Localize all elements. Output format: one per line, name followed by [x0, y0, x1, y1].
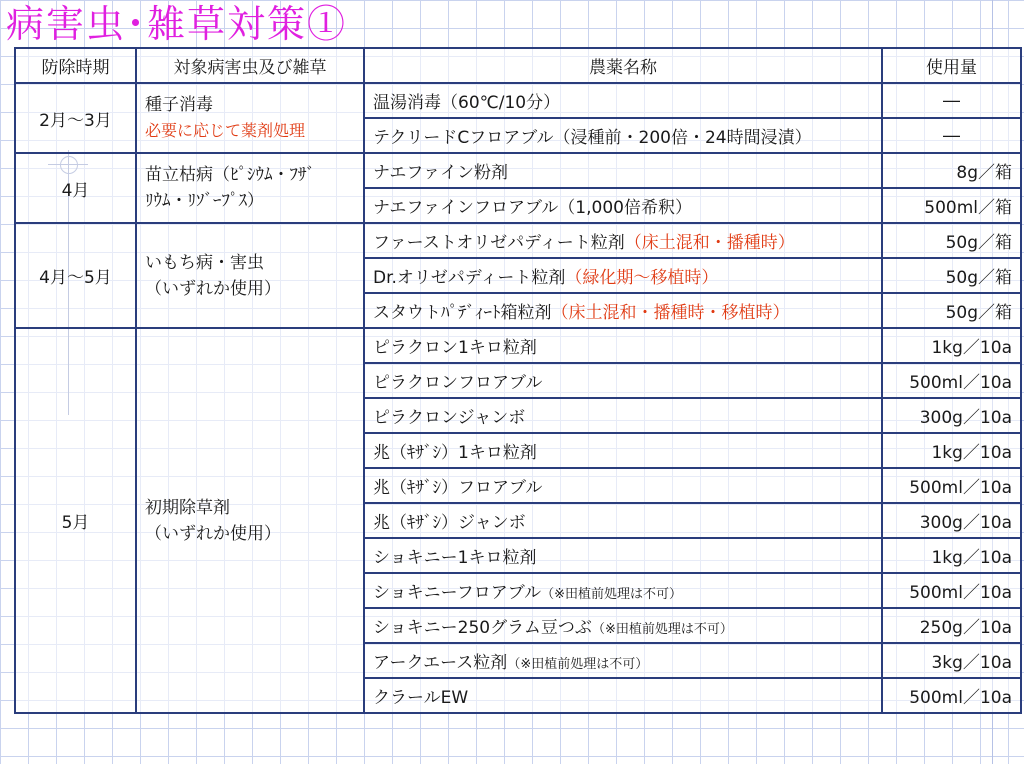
pest-control-table	[14, 47, 1022, 714]
pesticide-name: ショキニー1キロ粒剤	[373, 548, 537, 568]
target-label: いもち病・害虫	[145, 252, 264, 273]
amount-cell: 500ml／10a	[882, 573, 1021, 608]
target-label: 種子消毒	[145, 95, 213, 115]
pesticide-name: ショキニーフロアブル	[373, 583, 542, 603]
amount-cell: 250g／10a	[882, 608, 1021, 643]
pesticide-name: ショキニー250グラム豆つぶ	[373, 618, 592, 638]
target-label: ﾘｳﾑ・ﾘｿﾞｰﾌﾟｽ）	[145, 191, 264, 211]
pesticide-note: （※田植前処理は不可）	[541, 587, 683, 602]
pesticide-cell	[364, 503, 882, 538]
target-label: （いずれか使用）	[145, 523, 281, 544]
pesticide-name: ピラクロン1キロ粒剤	[373, 338, 537, 358]
pesticide-name: クラールEW	[373, 688, 469, 708]
amount-cell: 1kg／10a	[882, 433, 1021, 468]
pesticide-name: Dr.オリゼパディート粒剤	[373, 268, 566, 288]
pesticide-name: ピラクロンフロアブル	[373, 373, 543, 393]
pesticide-note: （緑化期～移植時）	[565, 268, 719, 288]
target-cell	[136, 328, 364, 713]
pesticide-name: 兆（ｷｻﾞｼ）フロアブル	[373, 478, 543, 498]
pesticide-name: 兆（ｷｻﾞｼ）1キロ粒剤	[373, 443, 537, 463]
pesticide-cell	[364, 608, 882, 643]
pesticide-cell	[364, 328, 882, 363]
amount-cell: 8g／箱	[882, 153, 1021, 188]
header-pesticide: 農薬名称	[364, 48, 882, 83]
pesticide-cell	[364, 538, 882, 573]
amount-cell: 1kg／10a	[882, 538, 1021, 573]
pesticide-cell	[364, 188, 882, 223]
period-cell: 4月	[15, 153, 136, 223]
pesticide-name: アークエース粒剤	[373, 653, 508, 673]
header-row	[15, 48, 1021, 83]
target-label: （いずれか使用）	[145, 278, 281, 299]
target-cell	[136, 153, 364, 223]
pesticide-cell	[364, 363, 882, 398]
pesticide-cell	[364, 293, 882, 328]
amount-cell: 500ml／10a	[882, 468, 1021, 503]
pesticide-cell	[364, 118, 882, 153]
target-label: 初期除草剤	[145, 497, 230, 518]
period-cell: 5月	[15, 328, 136, 713]
table-row	[15, 328, 1021, 363]
pesticide-cell	[364, 678, 882, 713]
target-label: 苗立枯病（ﾋﾟｼｳﾑ・ﾌｻﾞ	[145, 165, 315, 185]
table-body	[15, 83, 1021, 713]
pesticide-cell	[364, 153, 882, 188]
header-period: 防除時期	[15, 48, 136, 83]
header-amount: 使用量	[882, 48, 1021, 83]
pesticide-name: 兆（ｷｻﾞｼ）ジャンボ	[373, 513, 526, 533]
amount-cell: 50g／箱	[882, 223, 1021, 258]
page-title: 病害虫･雑草対策①	[6, 2, 348, 46]
pesticide-note: （床土混和・播種時）	[624, 233, 795, 253]
pesticide-name: テクリードCフロアブル（浸種前・200倍・24時間浸漬）	[373, 128, 812, 148]
pesticide-name: ナエファインフロアブル（1,000倍希釈）	[373, 198, 692, 218]
header-target: 対象病害虫及び雑草	[136, 48, 364, 83]
pesticide-note: （※田植前処理は不可）	[507, 657, 649, 672]
amount-cell: 50g／箱	[882, 258, 1021, 293]
amount-cell: 500ml／10a	[882, 363, 1021, 398]
amount-cell: 1kg／10a	[882, 328, 1021, 363]
amount-cell: 300g／10a	[882, 503, 1021, 538]
amount-cell: 500ml／箱	[882, 188, 1021, 223]
target-note: 必要に応じて薬剤処理	[145, 121, 306, 140]
amount-cell: 3kg／10a	[882, 643, 1021, 678]
pesticide-cell	[364, 433, 882, 468]
target-cell	[136, 223, 364, 328]
period-cell: 4月～5月	[15, 223, 136, 328]
pesticide-name: ピラクロンジャンボ	[373, 408, 526, 428]
pesticide-note: （※田植前処理は不可）	[591, 622, 733, 637]
table-row	[15, 83, 1021, 118]
pesticide-name: 温湯消毒（60℃/10分）	[373, 93, 561, 113]
pesticide-note: （床土混和・播種時・移植時）	[551, 303, 790, 323]
period-cell: 2月～3月	[15, 83, 136, 153]
amount-cell: 300g／10a	[882, 398, 1021, 433]
table-row	[15, 223, 1021, 258]
table-row	[15, 153, 1021, 188]
amount-cell: 500ml／10a	[882, 678, 1021, 713]
pesticide-name: ファーストオリゼパディート粒剤	[373, 233, 625, 253]
amount-cell: ―	[882, 118, 1021, 153]
pesticide-cell	[364, 573, 882, 608]
pesticide-cell	[364, 258, 882, 293]
target-cell	[136, 83, 364, 153]
pesticide-cell	[364, 643, 882, 678]
amount-cell: ―	[882, 83, 1021, 118]
pesticide-name: スタウトﾊﾟﾃﾞｨｰﾄ箱粒剤	[373, 303, 552, 323]
pesticide-cell	[364, 468, 882, 503]
pesticide-cell	[364, 398, 882, 433]
amount-cell: 50g／箱	[882, 293, 1021, 328]
pesticide-cell	[364, 83, 882, 118]
pesticide-name: ナエファイン粉剤	[373, 163, 508, 183]
pesticide-cell	[364, 223, 882, 258]
